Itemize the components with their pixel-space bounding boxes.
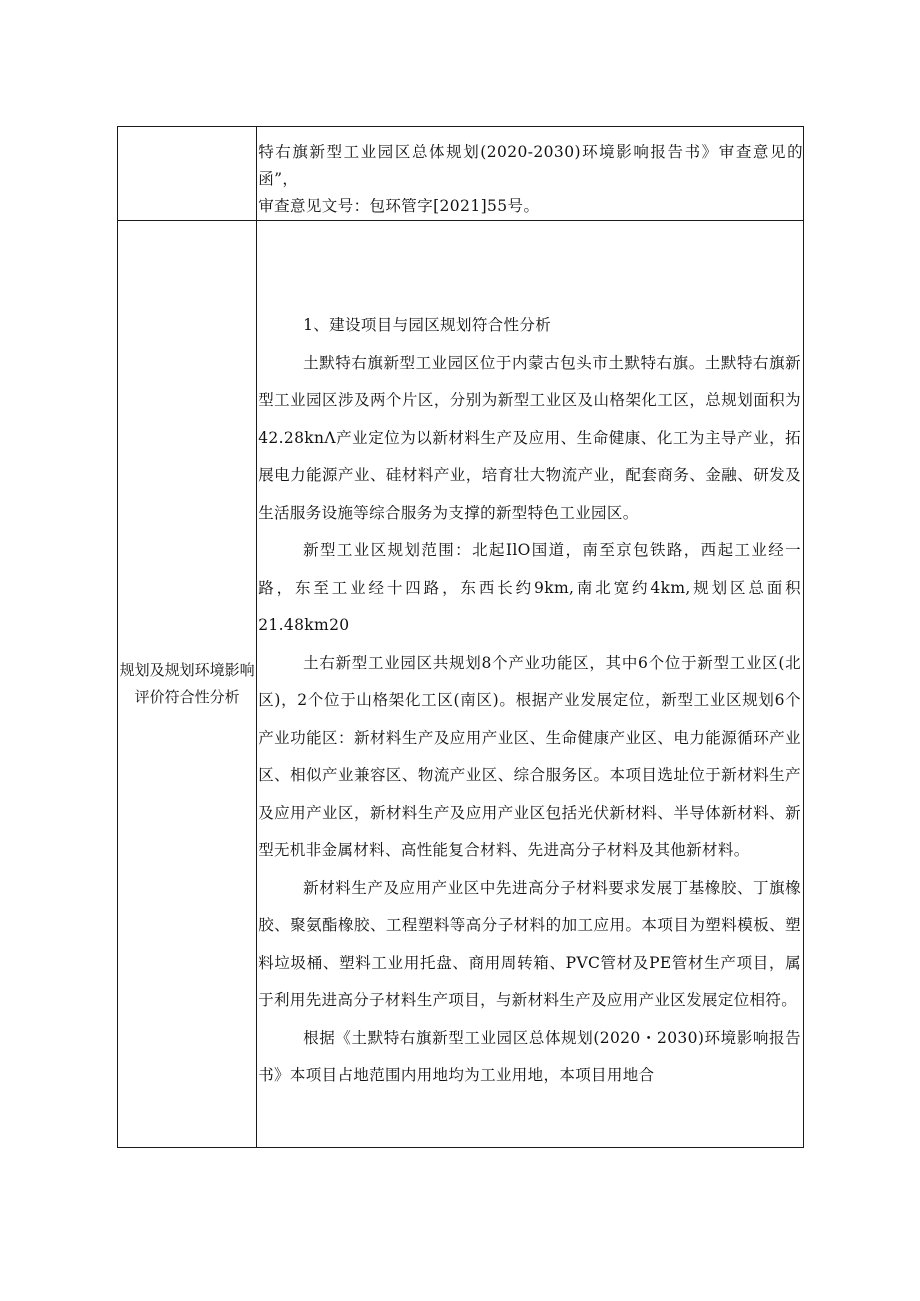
row2-content-cell bbox=[257, 221, 804, 1148]
paragraph-polymer-materials: 新材料生产及应用产业区中先进高分子材料要求发展丁基橡胶、丁旗橡胶、聚氨酯橡胶、工程塑料等高分子材料的加工应用。本项目为塑料模板、塑料垃圾桶、塑料工业用托盘、商用周转箱、PVC管材及PE管材生产项目，属于利用先进高分子材料生产项目，与新材料生产及应用产业区发展定位相符。 bbox=[258, 878, 801, 1009]
section-heading: 1、建设项目与园区规划符合性分析 bbox=[303, 316, 552, 334]
paragraph-functional-zones: 土右新型工业园区共规划8个产业功能区，其中6个位于新型工业区(北区)，2个位于山格架化工区(南区)。根据产业发展定位，新型工业区规划6个产业功能区：新材料生产及应用产业区、生命健康产业区、电力能源循环产业区、相似产业兼容区、物流产业区、综合服务区。本项目选址位于新材料生产及应用产业区，新材料生产及应用产业区包括光伏新材料、半导体新材料、新型无机非金属材料、高性能复合材料、先进高分子材料及其他新材料。 bbox=[258, 653, 801, 859]
paragraph-park-location: 土默特右旗新型工业园区位于内蒙古包头市土默特右旗。土默特右旗新型工业园区涉及两个片区，分别为新型工业区及山格架化工区，总规划面积为42.28knΛ产业定位为以新材料生产及应用、生命健康、化工为主导产业，拓展电力能源产业、硅材料产业，培育壮大物流产业，配套商务、金融、研发及生活服务设施等综合服务为支撑的新型特色工业园区。 bbox=[258, 353, 801, 522]
document-table bbox=[117, 126, 804, 1148]
row2-label-cell bbox=[118, 221, 257, 1148]
row1-content-cell bbox=[257, 127, 804, 221]
row1-line-1: 特右旗新型工业园区总体规划(2020-2030)环境影响报告书》审查意见的函”， bbox=[258, 143, 803, 188]
paragraph-land-use: 根据《土默特右旗新型工业园区总体规划(2020・2030)环境影响报告书》本项目占地范围内用地均为工业用地，本项目用地合 bbox=[258, 1028, 801, 1084]
paragraph-planning-scope: 新型工业区规划范围：北起IlO国道，南至京包铁路，西起工业经一路，东至工业经十四路，东西长约9km,南北宽约4km,规划区总面积21.48km20 bbox=[258, 541, 801, 634]
row1-label-cell bbox=[118, 127, 257, 221]
row-label-line-1: 规划及规划环境影响 bbox=[119, 661, 255, 679]
row-label-line-2: 评价符合性分析 bbox=[134, 688, 240, 706]
row1-line-2: 审查意见文号：包环管字[2021]55号。 bbox=[258, 197, 540, 215]
table-row bbox=[118, 127, 804, 221]
table-row bbox=[118, 221, 804, 1148]
